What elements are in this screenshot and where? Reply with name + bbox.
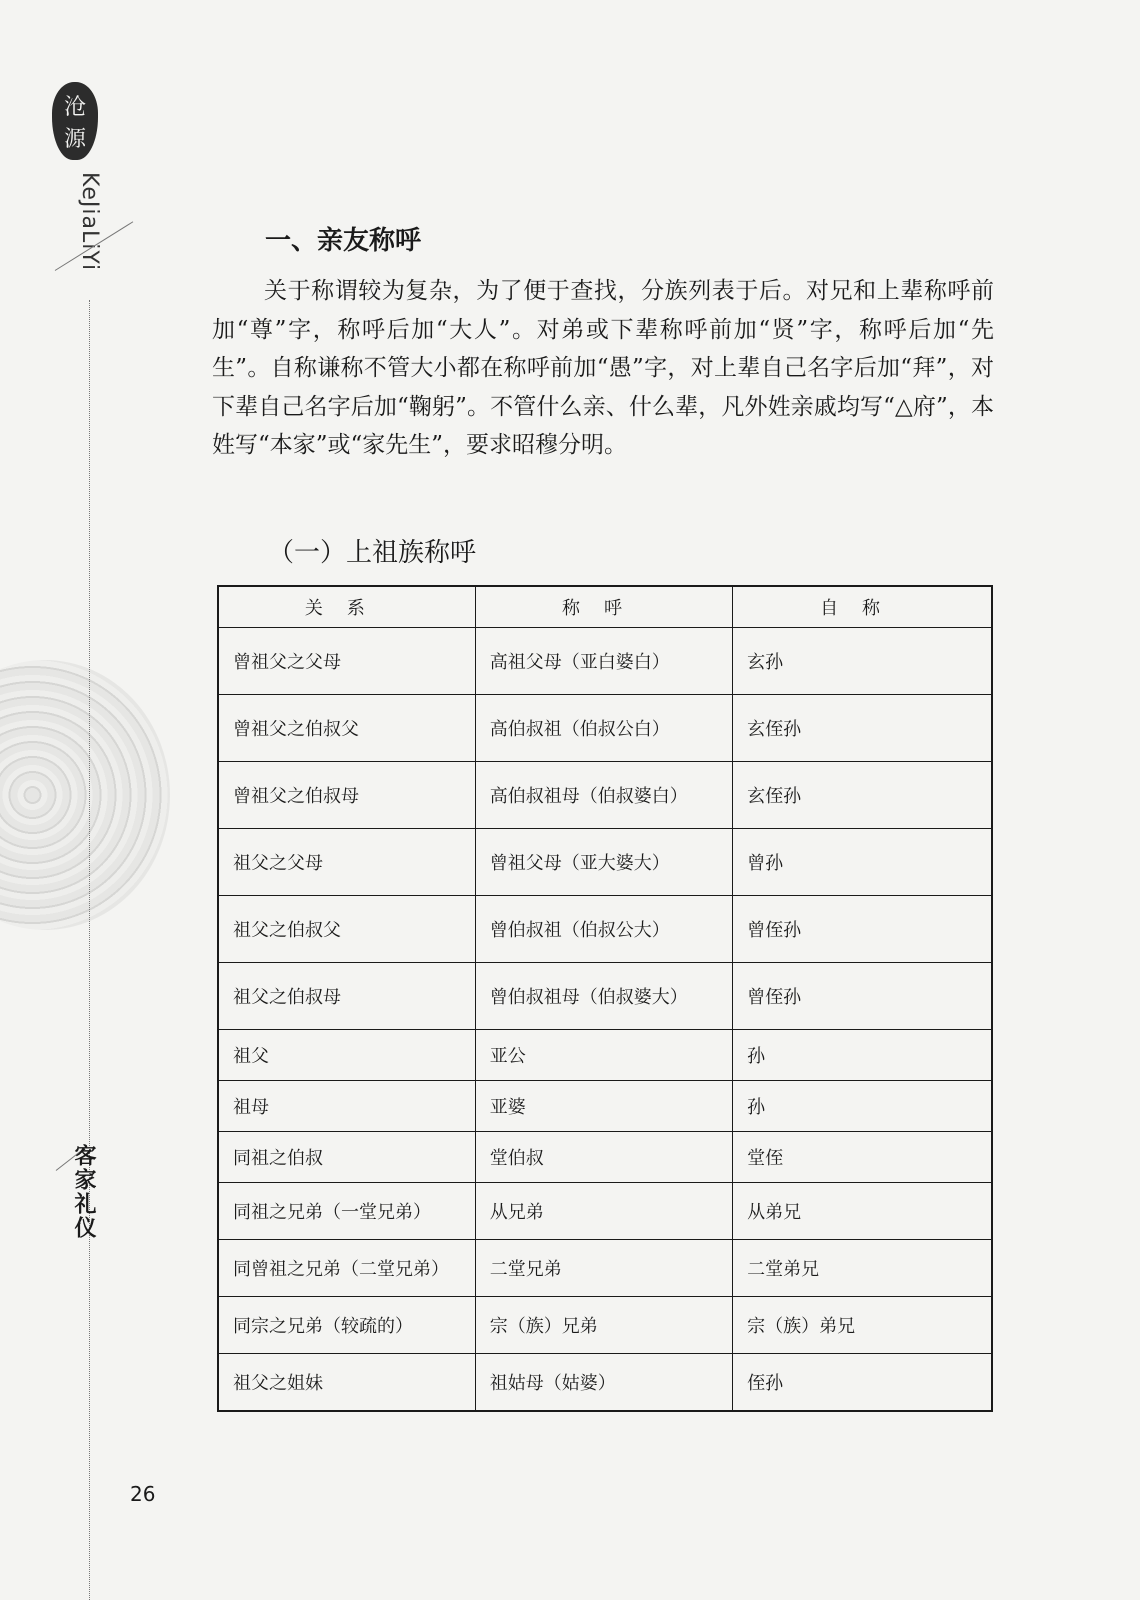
cell-address: 高祖父母（亚白婆白） [475,628,732,695]
table-row [218,1354,992,1412]
table-row [218,1183,992,1240]
cell-relation: 曾祖父之伯叔母 [218,762,475,829]
cell-address: 宗（族）兄弟 [475,1297,732,1354]
subsection-heading: （一）上祖族称呼 [268,538,477,568]
cell-relation: 祖母 [218,1081,475,1132]
cell-relation: 同祖之伯叔 [218,1132,475,1183]
cell-self: 玄侄孙 [733,695,992,762]
cell-relation: 曾祖父之伯叔父 [218,695,475,762]
kinship-table [217,585,993,1412]
table-row [218,695,992,762]
cell-address: 曾伯叔祖（伯叔公大） [475,896,732,963]
side-book-title: 客家礼仪 [71,1144,96,1240]
cell-relation: 同宗之兄弟（较疏的） [218,1297,475,1354]
cell-self: 曾侄孙 [733,963,992,1030]
cell-self: 从弟兄 [733,1183,992,1240]
cell-address: 堂伯叔 [475,1132,732,1183]
table-row [218,1132,992,1183]
table-row [218,1240,992,1297]
table-header-row [218,586,992,628]
cell-address: 亚公 [475,1030,732,1081]
table-row [218,1297,992,1354]
table-row [218,963,992,1030]
decorative-cloud-ornament [0,660,170,930]
seal-logo [52,82,98,160]
cell-address: 二堂兄弟 [475,1240,732,1297]
intro-paragraph: 关于称谓较为复杂，为了便于查找，分族列表于后。对兄和上辈称呼前加“尊”字，称呼后加“大人”。对弟或下辈称呼前加“贤”字，称呼后加“先生”。自称谦称不管大小都在称呼前加“愚”字，对上辈自己名字后加“拜”，对下辈自己名字后加“鞠躬”。不管什么亲、什么辈，凡外姓亲戚均写“△府”，本姓写“本家”或“家先生”，要求昭穆分明。 [212,278,994,459]
cell-address: 曾伯叔祖母（伯叔婆大） [475,963,732,1030]
table-row [218,896,992,963]
cell-relation: 同祖之兄弟（一堂兄弟） [218,1183,475,1240]
table-row [218,1081,992,1132]
cell-address: 亚婆 [475,1081,732,1132]
side-dotted-rule [89,300,90,1600]
header-address: 称呼 [475,586,732,628]
page-number: 26 [130,1482,156,1506]
table-row [218,628,992,695]
cell-self: 宗（族）弟兄 [733,1297,992,1354]
cell-address: 祖姑母（姑婆） [475,1354,732,1412]
cell-self: 二堂弟兄 [733,1240,992,1297]
seal-char-1: 沧 [64,95,87,120]
table-row [218,762,992,829]
cell-self: 曾孙 [733,829,992,896]
cell-self: 玄孙 [733,628,992,695]
cell-address: 高伯叔祖（伯叔公白） [475,695,732,762]
cell-self: 侄孙 [733,1354,992,1412]
cell-self: 曾侄孙 [733,896,992,963]
header-self: 自称 [733,586,992,628]
cell-relation: 祖父之伯叔父 [218,896,475,963]
cell-address: 从兄弟 [475,1183,732,1240]
cell-relation: 曾祖父之父母 [218,628,475,695]
side-latin-title: KeJiaLiYi [77,172,102,272]
cell-relation: 祖父之伯叔母 [218,963,475,1030]
cell-relation: 同曾祖之兄弟（二堂兄弟） [218,1240,475,1297]
table-row [218,1030,992,1081]
cell-relation: 祖父 [218,1030,475,1081]
cell-relation: 祖父之父母 [218,829,475,896]
cell-self: 玄侄孙 [733,762,992,829]
cell-relation: 祖父之姐妹 [218,1354,475,1412]
section-heading: 一、亲友称呼 [265,226,422,256]
header-relation: 关系 [218,586,475,628]
cell-self: 孙 [733,1030,992,1081]
cell-self: 堂侄 [733,1132,992,1183]
table-row [218,829,992,896]
cell-address: 曾祖父母（亚大婆大） [475,829,732,896]
cell-self: 孙 [733,1081,992,1132]
cell-address: 高伯叔祖母（伯叔婆白） [475,762,732,829]
seal-char-2: 源 [64,127,87,152]
